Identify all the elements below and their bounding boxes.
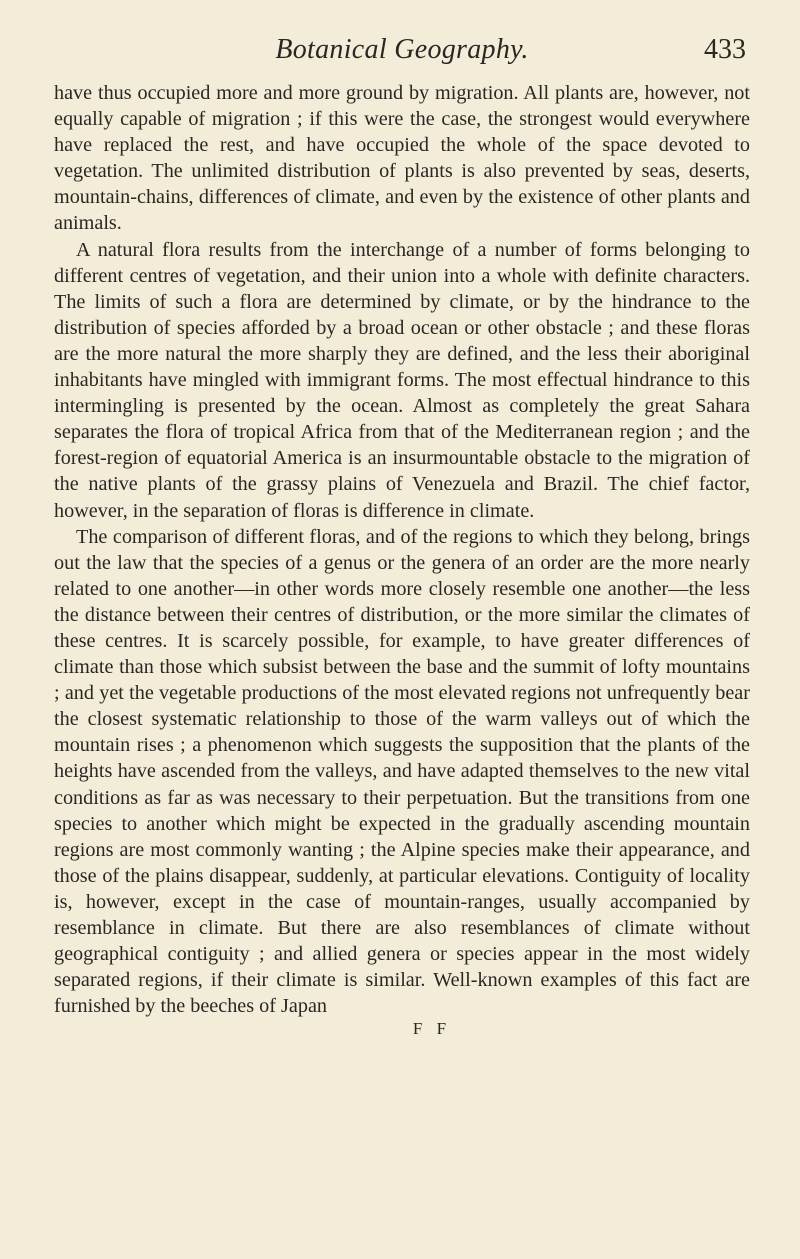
paragraph-2: A natural flora results from the interchange of a number of forms belonging to different centres of vegetation, and their union into a whole with definite characters. The limits of such a flora are determined by climate, or by the hindrance to the distribution of species afforded by a broad ocean or other obstacle ; and these floras are the more natural the more sharply they are defined, and the less their aboriginal inhabitants have mingled with immigrant forms. The most effectual hindrance to this intermingling is presented by the ocean. Almost as completely the great Sahara separates the flora of tropical Africa from that of the Mediterranean region ; and the forest-region of equatorial America is an insurmountable obstacle to the migration of the native plants of the grassy plains of Venezuela and Brazil. The chief factor, however, in the separation of floras is difference in climate. [54,238,750,522]
paragraph-1: have thus occupied more and more ground by migration. All plants are, however, not equally capable of migration ; if this were the case, the strongest would everywhere have replaced the rest, and have occupied the whole of the space devoted to vegetation. The unlimited distribution of plants is also prevented by seas, deserts, mountain-chains, differences of climate, and even by the existence of other plants and animals. [54,82,750,235]
body-text [54,80,750,1019]
signature-mark: F F [412,1019,452,1039]
page-number: 433 [704,34,746,65]
page-header [54,28,750,80]
paragraph-3: The comparison of different floras, and of the regions to which they belong, brings out the law that the species of a genus or the genera of an order are the more nearly related to one another—in other words more closely resemble one another—the less the distance between their centres of distribution, or the more similar the climates of these centres. It is scarcely possible, for example, to have greater differences of climate than those which subsist between the base and the summit of lofty mountains ; and yet the vegetable productions of the most elevated regions not unfrequently bear the closest systematic relationship to those of the warm valleys out of which the mountain rises ; a phenomenon which suggests the supposition that the plants of the heights have ascended from the valleys, and have adapted themselves to the new vital conditions as far as was necessary to their perpetuation. But the transitions from one species to another which might be expected in the gradually ascending mountain regions are most commonly wanting ; the Alpine species make their appearance, and those of the plains disappear, suddenly, at particular elevations. Contiguity of locality is, however, except in the case of mountain-ranges, usually accompanied by resemblance in climate. But there are also resemblances of climate without geographical contiguity ; and allied genera or species appear in the most widely separated regions, if their climate is similar. Well-known examples of this fact are furnished by the beeches of Japan [54,525,750,1018]
running-title: Botanical Geography. [275,34,529,65]
